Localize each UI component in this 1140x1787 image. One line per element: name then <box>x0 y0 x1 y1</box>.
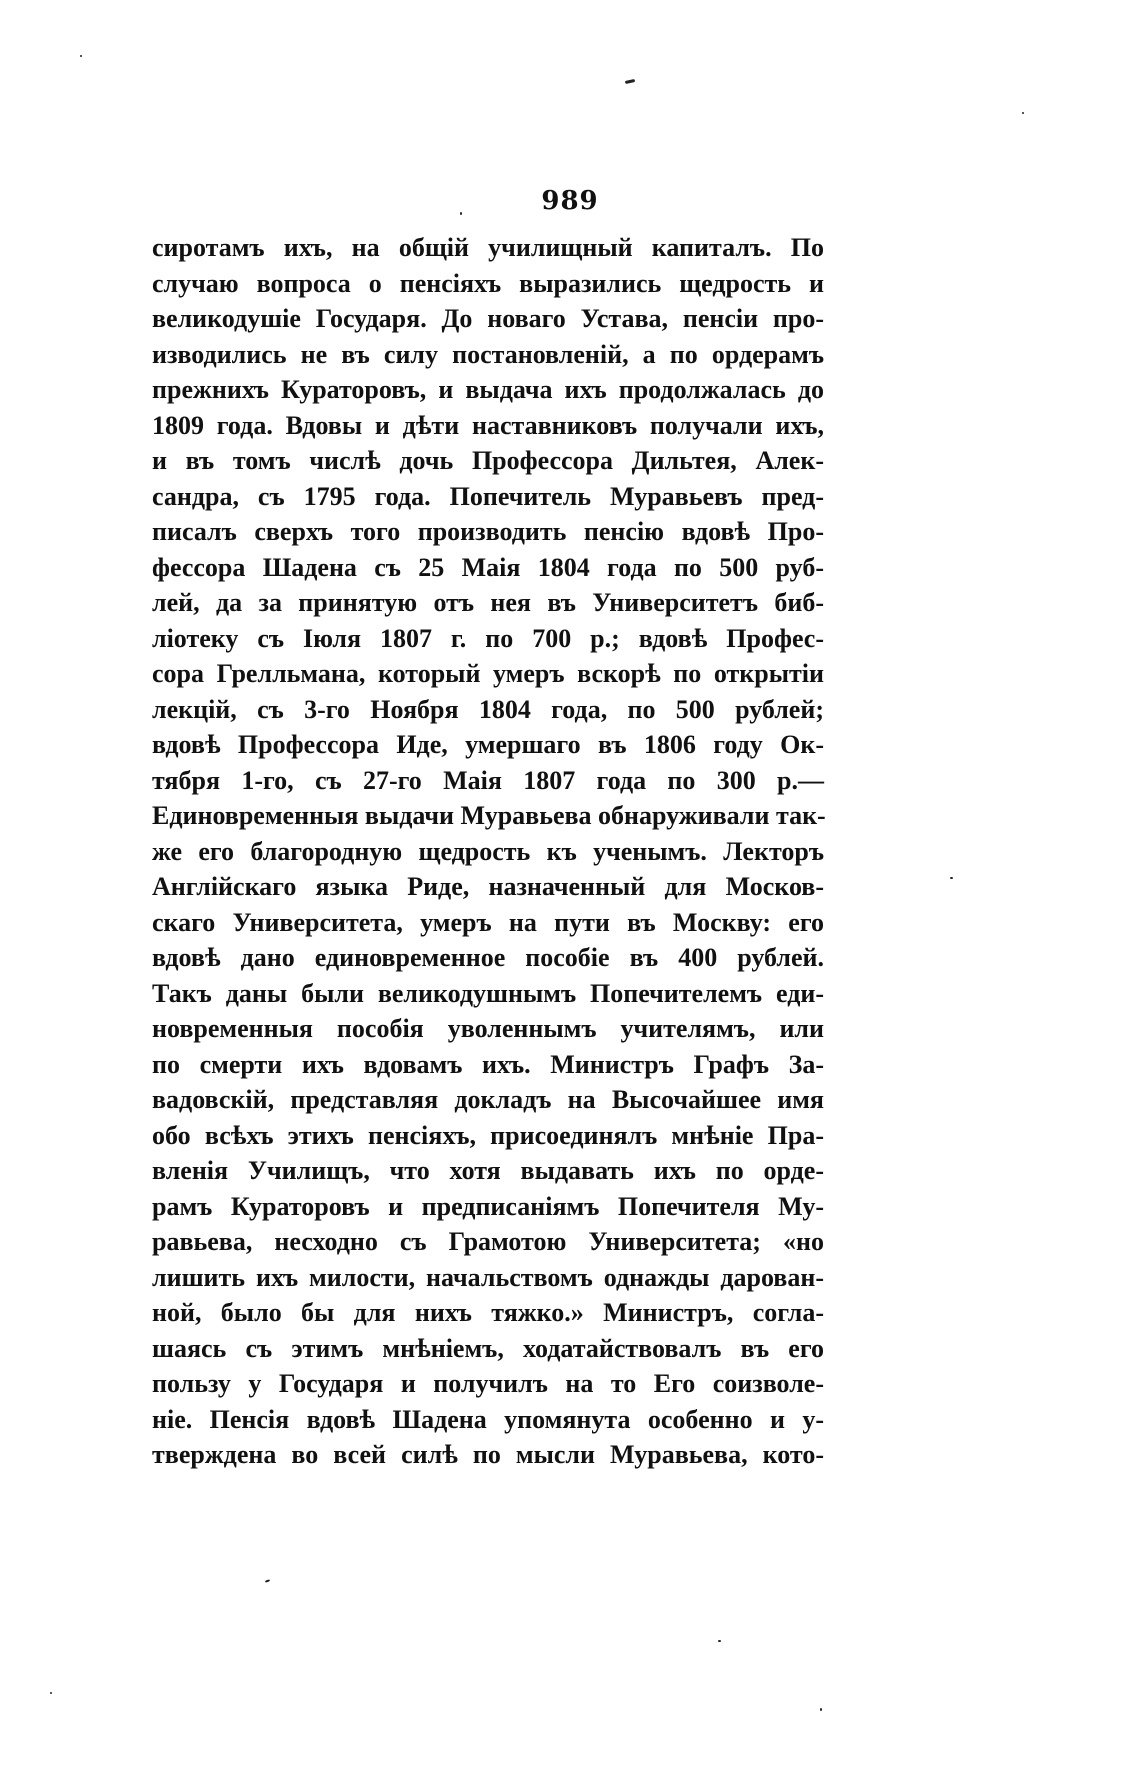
text-line: ніе. Пенсія вдовѣ Шадена упомянута особенно и у- <box>152 1404 824 1434</box>
text-line: обо всѣхъ этихъ пенсіяхъ, присоединялъ мнѣніе Пра- <box>152 1120 824 1150</box>
text-line: сиротамъ ихъ, на общій училищный капиталъ. По <box>152 233 824 262</box>
text-line: сандра, съ 1795 года. Попечитель Муравьевъ пред- <box>152 481 824 511</box>
text-line: сора Грелльмана, который умеръ вскорѣ по открытіи <box>152 659 824 688</box>
scan-speck <box>820 1708 822 1711</box>
text-line: тверждена во всей силѣ по мысли Муравьева, кото- <box>152 1440 824 1469</box>
text-line: вдовѣ Профессора Иде, умершаго въ 1806 году Ок- <box>152 730 824 759</box>
text-line: и въ томъ числѣ дочь Профессора Дильтея, Алек- <box>152 446 824 475</box>
text-line: ліотеку съ Іюля 1807 г. по 700 р.; вдовѣ Профес- <box>152 623 824 653</box>
text-line: случаю вопроса о пенсіяхъ выразились щедрость и <box>152 268 824 298</box>
text-line: Единовременныя выдачи Муравьева обнаруживали так- <box>152 801 826 830</box>
scan-speck <box>80 55 82 57</box>
page-number: 989 <box>541 186 599 216</box>
text-line: пользу у Государя и получилъ на то Его соизволе- <box>152 1369 824 1398</box>
text-line: прежнихъ Кураторовъ, и выдача ихъ продолжалась до <box>152 375 824 404</box>
text-line: скаго Университета, умеръ на пути въ Москву: его <box>152 907 824 937</box>
text-line: 1809 года. Вдовы и дѣти наставниковъ получали ихъ, <box>152 410 824 440</box>
text-line: тября 1-го, съ 27-го Маія 1807 года по 300 р.— <box>152 765 824 795</box>
scan-speck <box>1022 112 1024 114</box>
text-line: по смерти ихъ вдовамъ ихъ. Министръ Графъ За- <box>152 1049 824 1079</box>
scan-speck <box>460 212 462 215</box>
text-line: равьева, несходно съ Грамотою Университета; «но <box>152 1227 824 1256</box>
text-line: же его благородную щедрость къ ученымъ. Лекторъ <box>152 836 824 866</box>
text-line: изводились не въ силу постановленій, а по ордерамъ <box>152 339 824 369</box>
text-line: писалъ сверхъ того производить пенсію вдовѣ Про- <box>152 517 824 546</box>
text-line: рамъ Кураторовъ и предписаніямъ Попечителя Му- <box>152 1191 824 1221</box>
scan-speck <box>950 877 953 879</box>
text-line: лей, да за принятую отъ нея въ Университетъ биб- <box>152 588 824 617</box>
text-line: лишить ихъ милости, начальствомъ однажды дарован- <box>152 1262 824 1292</box>
text-line: вадовскій, представляя докладъ на Высочайшее имя <box>152 1085 824 1114</box>
text-line: ной, было бы для нихъ тяжко.» Министръ, согла- <box>152 1298 824 1327</box>
scan-speck <box>625 79 635 84</box>
text-line: Англійскаго языка Риде, назначенный для Москов- <box>152 872 824 901</box>
scan-speck <box>718 1640 721 1642</box>
text-line: великодушіе Государя. До новаго Устава, пенсіи про- <box>152 304 824 333</box>
text-line: Такъ даны были великодушнымъ Попечителемъ еди- <box>152 978 824 1008</box>
text-line: шаясь съ этимъ мнѣніемъ, ходатайствовалъ въ его <box>152 1333 824 1363</box>
text-line: лекцій, съ 3-го Ноября 1804 года, по 500 рублей; <box>152 694 824 724</box>
body-text <box>152 230 824 1473</box>
text-line: новременныя пособія уволеннымъ учителямъ, или <box>152 1014 824 1043</box>
text-line: фессора Шадена съ 25 Маія 1804 года по 500 руб- <box>152 552 824 582</box>
text-line: вдовѣ дано единовременное пособіе въ 400 рублей. <box>152 943 824 972</box>
scan-speck <box>50 1692 52 1694</box>
scan-speck <box>265 1579 270 1583</box>
text-line: вленія Училищъ, что хотя выдавать ихъ по орде- <box>152 1156 824 1185</box>
